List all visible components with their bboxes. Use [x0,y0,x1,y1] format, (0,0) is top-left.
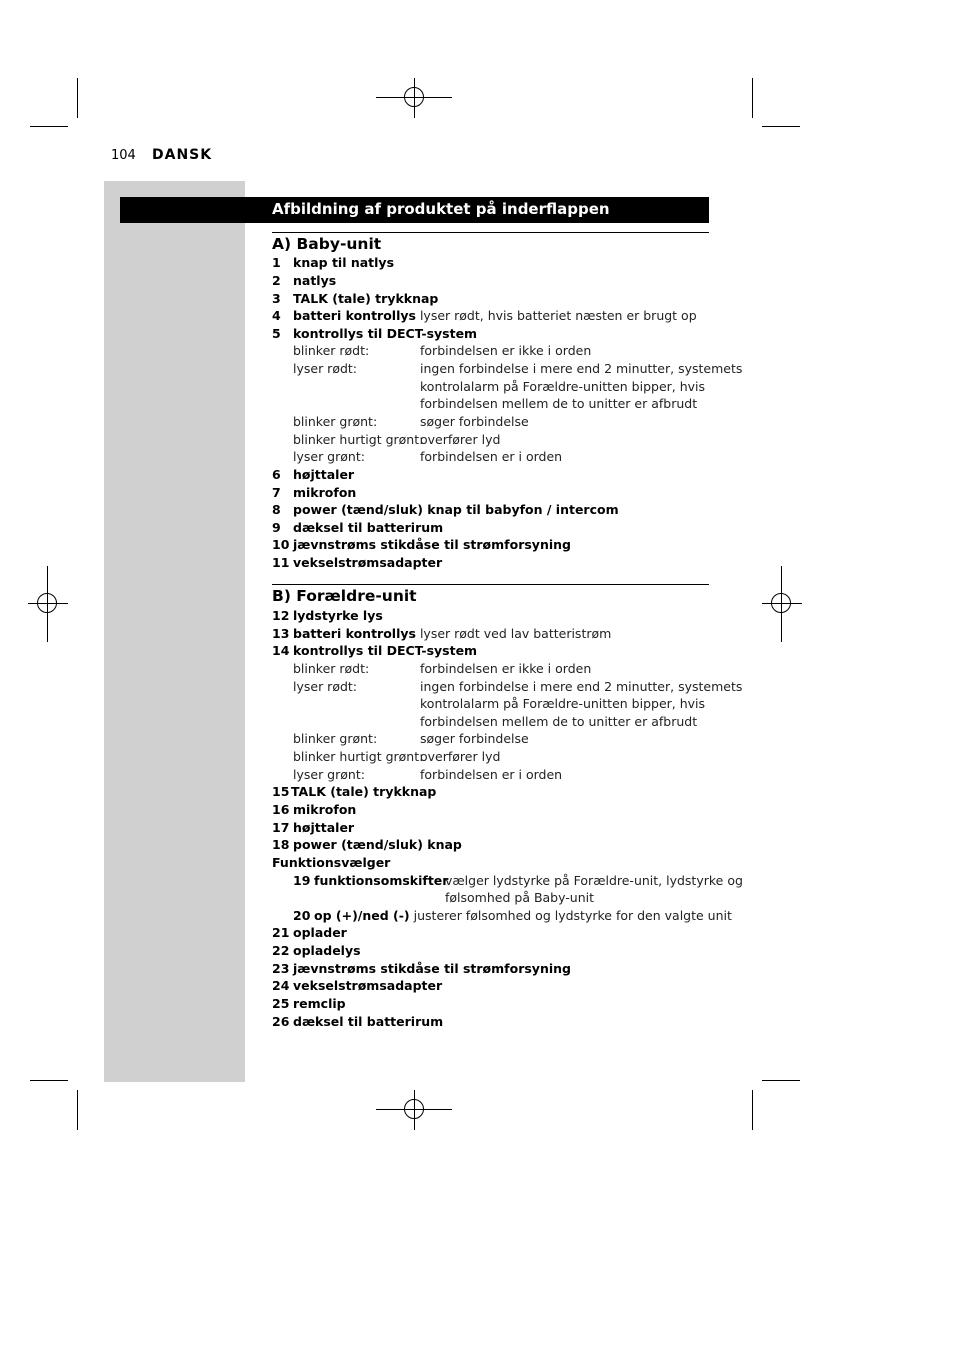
item-label: lydstyrke lys [293,608,383,623]
crop-mark [77,78,78,118]
item-label: jævnstrøms stikdåse til strømforsyning [293,537,571,552]
item-label: jævnstrøms stikdåse til strømforsyning [293,961,571,976]
item-number: 15 [272,784,290,799]
state-key: blinker rødt: [293,661,370,676]
crop-mark [77,1090,78,1130]
item-number: 5 [272,326,281,341]
item-description: justerer følsomhed og lydstyrke for den valgte unit [413,908,732,923]
list-item [314,907,732,924]
registration-circle-icon [404,87,424,107]
state-desc: ingen forbindelse i mere end 2 minutter, systemets [420,679,743,694]
item-number: 8 [272,502,281,517]
item-label: højttaler [293,820,355,835]
item-number: 12 [272,608,290,623]
side-bar [104,181,245,1082]
state-desc: kontrolalarm på Forældre-unitten bipper, hvis [420,379,706,394]
state-key: lyser grønt: [293,449,365,464]
list-item [293,307,697,324]
item-label: funktionsomskifter [314,873,449,888]
state-key: lyser grønt: [293,767,365,782]
item-number: 7 [272,485,281,500]
page-title: Afbildning af produktet på inderflappen [272,200,610,218]
item-label: dæksel til batterirum [293,1014,444,1029]
item-label: batteri kontrollys [293,308,416,323]
item-number: 24 [272,978,290,993]
state-key: lyser rødt: [293,361,358,376]
item-number: 6 [272,467,281,482]
item-label: knap til natlys [293,255,395,270]
item-number: 1 [272,255,281,270]
item-description: lyser rødt ved lav batteristrøm [419,626,612,641]
item-label: TALK (tale) trykknap [293,291,439,306]
state-desc: forbindelsen er i orden [420,449,563,464]
item-label: opladelys [293,943,361,958]
registration-circle-icon [771,593,791,613]
item-label: kontrollys til DECT-system [293,643,478,658]
item-description: vælger lydstyrke på Forældre-unit, lydstyrke og [445,873,743,888]
section-heading-baby-unit: A) Baby-unit [272,235,382,253]
item-label: mikrofon [293,485,357,500]
item-number: 19 [293,873,311,888]
state-key: lyser rødt: [293,679,358,694]
state-desc: kontrolalarm på Forældre-unitten bipper, hvis [420,696,706,711]
item-number: 9 [272,520,281,535]
item-label: remclip [293,996,346,1011]
item-label: kontrollys til DECT-system [293,326,478,341]
registration-circle-icon [37,593,57,613]
section-rule [272,232,709,233]
item-label: natlys [293,273,337,288]
crop-mark [752,1090,753,1130]
item-number: 16 [272,802,290,817]
item-number: 4 [272,308,281,323]
state-desc: søger forbindelse [420,731,529,746]
item-number: 11 [272,555,290,570]
item-number: 26 [272,1014,290,1029]
crop-mark [762,1080,800,1081]
item-label: batteri kontrollys [293,626,416,641]
item-label: højttaler [293,467,355,482]
state-desc: søger forbindelse [420,414,529,429]
item-number: 13 [272,626,290,641]
crop-mark [30,126,68,127]
state-key: blinker hurtigt grønt: [293,749,424,764]
state-key: blinker rødt: [293,343,370,358]
item-label: op (+)/ned (-) [314,908,410,923]
item-number: 3 [272,291,281,306]
state-desc: forbindelsen er i orden [420,767,563,782]
crop-mark [752,78,753,118]
section-rule [272,584,709,585]
state-key: blinker grønt: [293,414,378,429]
item-label: mikrofon [293,802,357,817]
state-desc: forbindelsen er ikke i orden [420,661,592,676]
item-label: power (tænd/sluk) knap til babyfon / intercom [293,502,619,517]
state-desc: forbindelsen er ikke i orden [420,343,592,358]
item-number: 22 [272,943,290,958]
crop-mark [762,126,800,127]
item-number: 21 [272,925,290,940]
state-desc: forbindelsen mellem de to unitter er afbrudt [420,396,698,411]
list-item [293,625,611,642]
crop-mark [30,1080,68,1081]
state-desc: forbindelsen mellem de to unitter er afbrudt [420,714,698,729]
item-number: 2 [272,273,281,288]
function-heading: Funktionsvælger [272,855,391,870]
state-key: blinker grønt: [293,731,378,746]
item-number: 23 [272,961,290,976]
item-number: 25 [272,996,290,1011]
registration-circle-icon [404,1099,424,1119]
item-number: 14 [272,643,290,658]
section-heading-parent-unit: B) Forældre-unit [272,587,417,605]
item-number: 10 [272,537,290,552]
item-label: power (tænd/sluk) knap [293,837,462,852]
item-label: vekselstrømsadapter [293,978,443,993]
item-label: oplader [293,925,347,940]
language-label: DANSK [152,147,213,163]
page-number: 104 [111,148,136,163]
item-description: lyser rødt, hvis batteriet næsten er brugt op [419,308,697,323]
item-number: 18 [272,837,290,852]
state-desc: overfører lyd [420,432,501,447]
title-bar [120,197,709,223]
item-number: 20 [293,908,311,923]
item-label: TALK (tale) trykknap [291,784,437,799]
item-description: følsomhed på Baby-unit [445,890,595,905]
item-label: dæksel til batterirum [293,520,444,535]
state-key: blinker hurtigt grønt: [293,432,424,447]
state-desc: overfører lyd [420,749,501,764]
state-desc: ingen forbindelse i mere end 2 minutter, systemets [420,361,743,376]
item-label: vekselstrømsadapter [293,555,443,570]
item-number: 17 [272,820,290,835]
